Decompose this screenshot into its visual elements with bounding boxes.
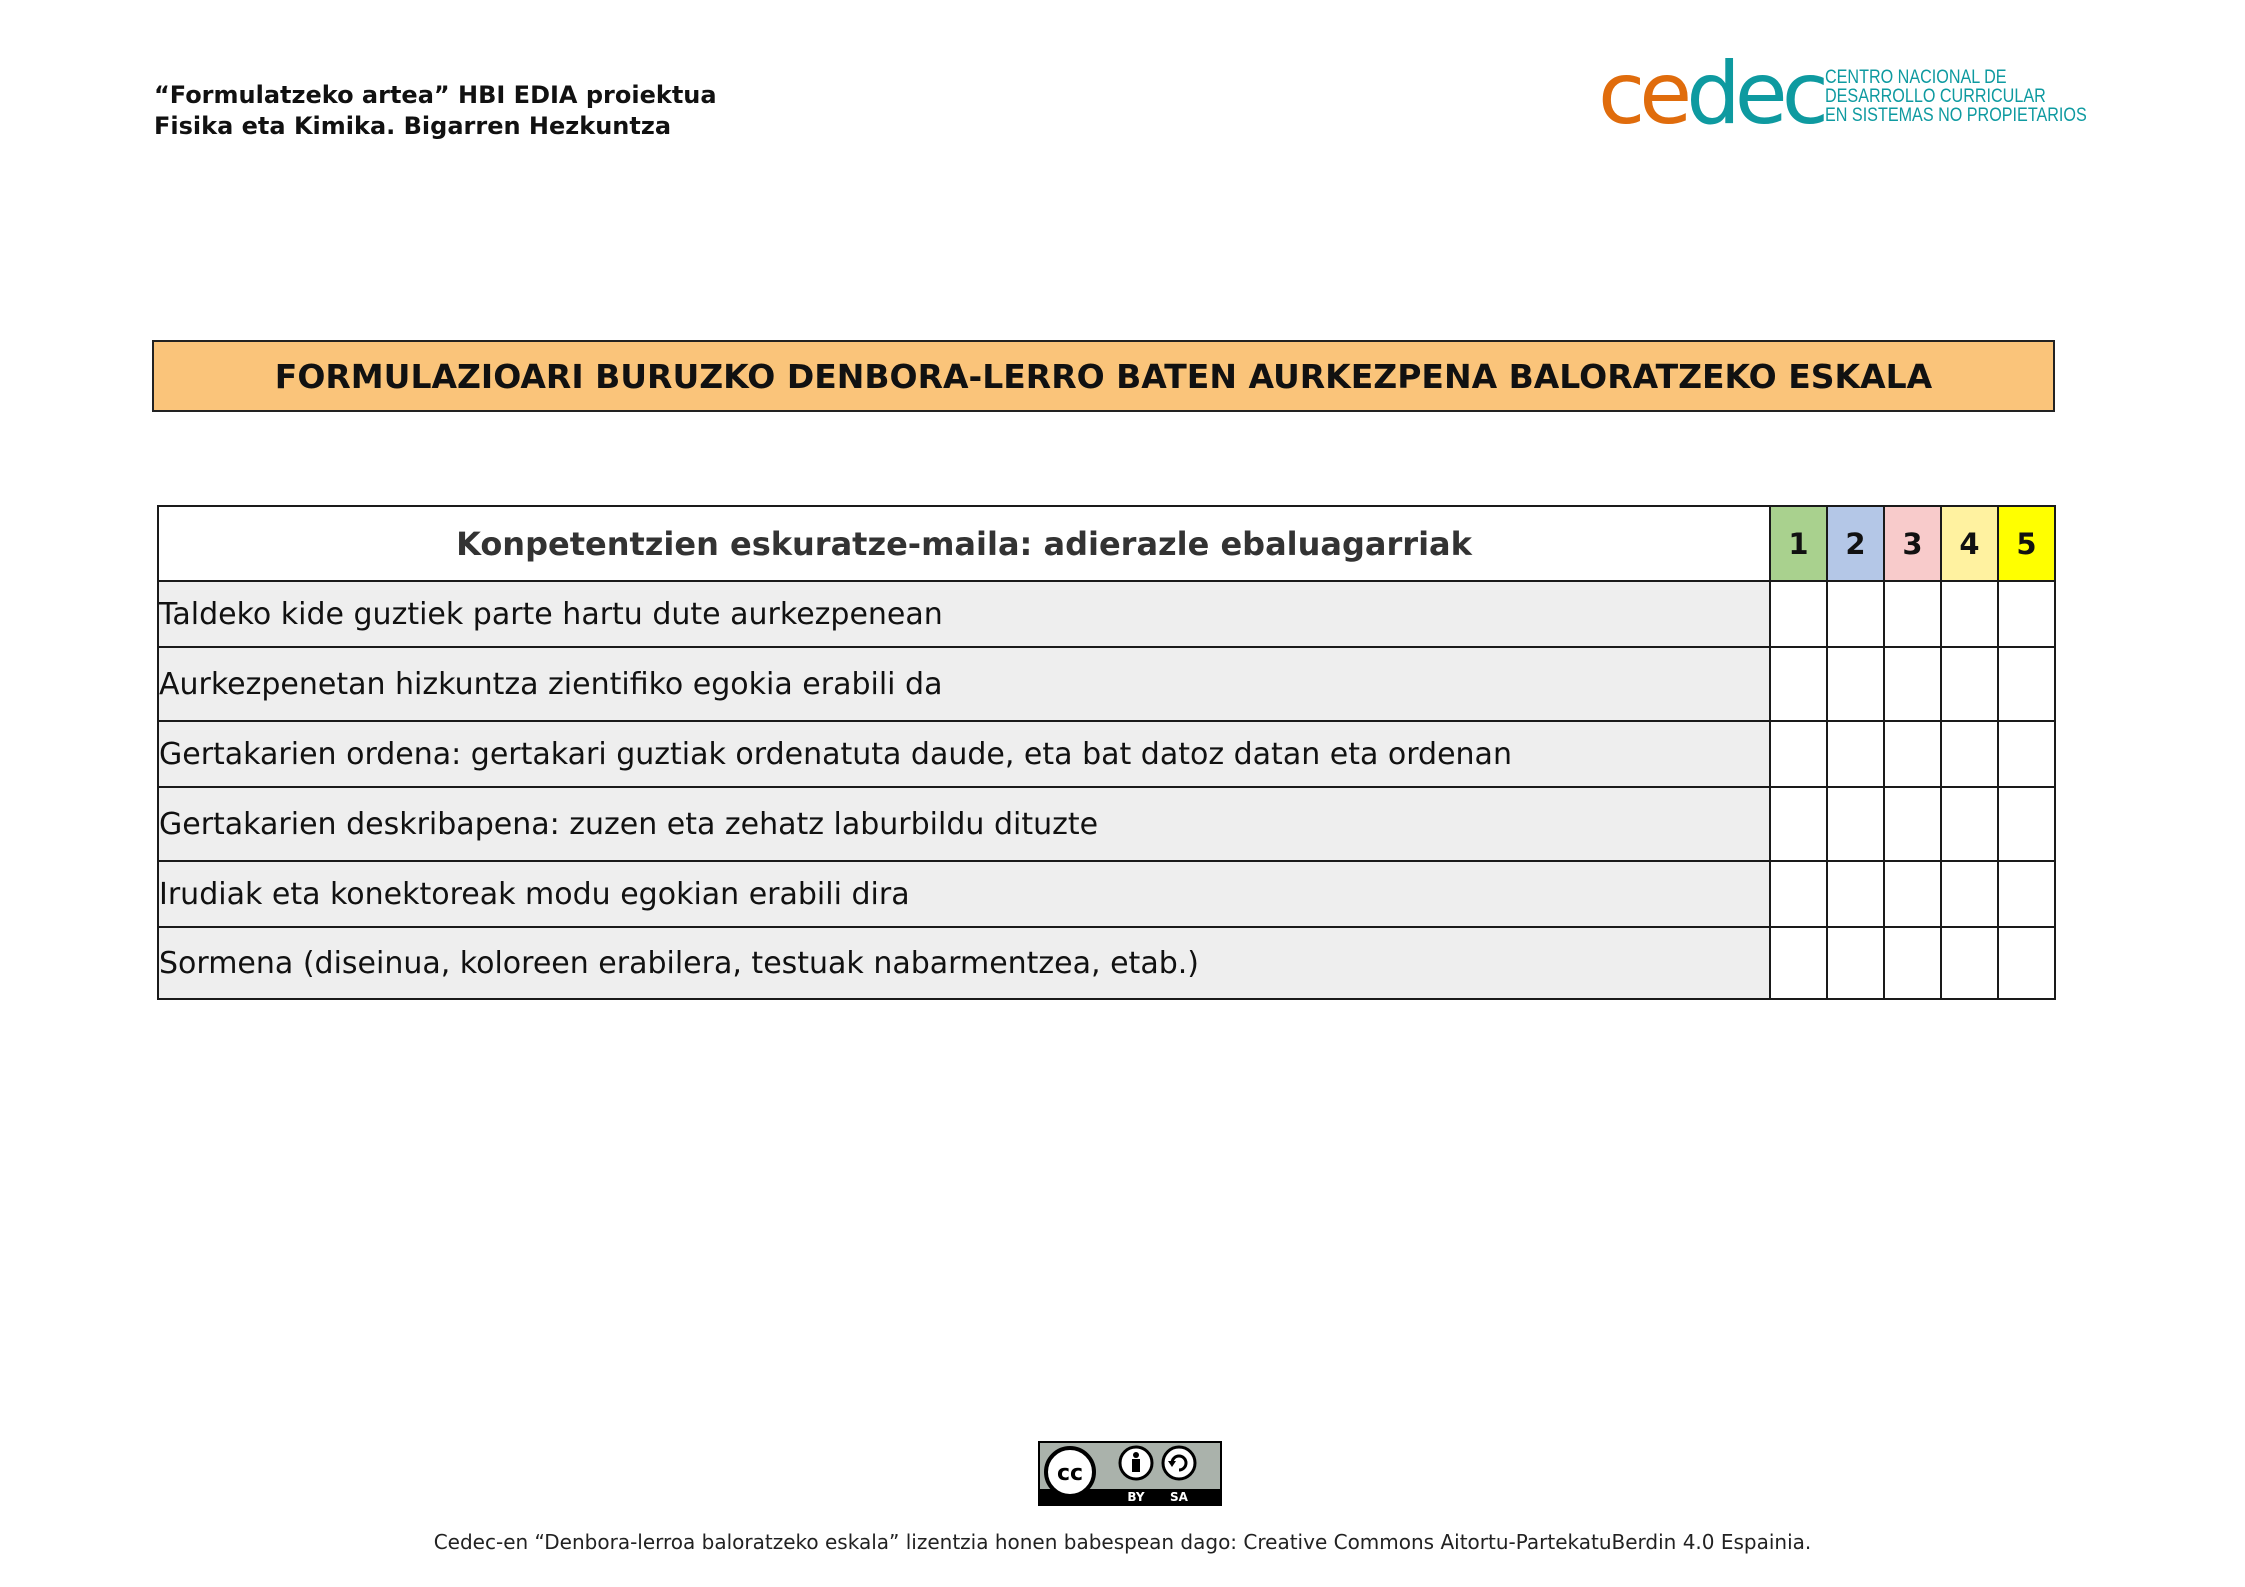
document-header	[154, 80, 717, 142]
score-cell[interactable]	[1941, 787, 1998, 861]
score-cell[interactable]	[1770, 861, 1827, 927]
cedec-logo-word: cedec	[1598, 44, 1823, 144]
score-cell[interactable]	[1827, 647, 1884, 721]
indicators-header: Konpetentzien eskuratze-maila: adierazle ebaluagarriak	[158, 506, 1770, 581]
score-cell[interactable]	[1884, 721, 1941, 787]
score-cell[interactable]	[1941, 861, 1998, 927]
score-cell[interactable]	[1884, 861, 1941, 927]
score-cell[interactable]	[1770, 581, 1827, 647]
table-row	[158, 647, 2055, 721]
score-cell[interactable]	[1998, 647, 2055, 721]
indicator-cell: Irudiak eta konektoreak modu egokian erabili dira	[158, 861, 1770, 927]
indicator-cell: Gertakarien deskribapena: zuzen eta zehatz laburbildu dituzte	[158, 787, 1770, 861]
cedec-logo-tagline: CENTRO NACIONAL DE DESARROLLO CURRICULAR EN SISTEMAS NO PROPIETARIOS	[1825, 67, 2087, 126]
score-cell[interactable]	[1770, 927, 1827, 999]
score-cell[interactable]	[1884, 647, 1941, 721]
table-header-row	[158, 506, 2055, 581]
level-5-header: 5	[1998, 506, 2055, 581]
score-cell[interactable]	[1770, 721, 1827, 787]
sa-label: SA	[1170, 1490, 1188, 1504]
score-cell[interactable]	[1827, 927, 1884, 999]
score-cell[interactable]	[1941, 647, 1998, 721]
cc-label: cc	[1056, 1461, 1084, 1486]
table-row	[158, 581, 2055, 647]
score-cell[interactable]	[1941, 721, 1998, 787]
table-row	[158, 787, 2055, 861]
score-cell[interactable]	[1998, 581, 2055, 647]
indicator-cell: Sormena (diseinua, koloreen erabilera, testuak nabarmentzea, etab.)	[158, 927, 1770, 999]
score-cell[interactable]	[1941, 581, 1998, 647]
by-label: BY	[1127, 1490, 1145, 1504]
subject-title: Fisika eta Kimika. Bigarren Hezkuntza	[154, 112, 672, 140]
project-title: “Formulatzeko artea” HBI EDIA proiektua	[154, 81, 717, 109]
score-cell[interactable]	[1770, 647, 1827, 721]
score-cell[interactable]	[1827, 581, 1884, 647]
score-cell[interactable]	[1884, 787, 1941, 861]
score-cell[interactable]	[1998, 721, 2055, 787]
cedec-logo	[1598, 44, 2098, 144]
score-cell[interactable]	[1827, 787, 1884, 861]
score-cell[interactable]	[1998, 927, 2055, 999]
level-1-header: 1	[1770, 506, 1827, 581]
score-cell[interactable]	[1827, 861, 1884, 927]
indicator-cell: Aurkezpenetan hizkuntza zientifiko egokia erabili da	[158, 647, 1770, 721]
table-row	[158, 721, 2055, 787]
score-cell[interactable]	[1827, 721, 1884, 787]
level-2-header: 2	[1827, 506, 1884, 581]
rating-scale-table	[157, 505, 2056, 1000]
score-cell[interactable]	[1998, 861, 2055, 927]
score-cell[interactable]	[1941, 927, 1998, 999]
score-cell[interactable]	[1998, 787, 2055, 861]
level-3-header: 3	[1884, 506, 1941, 581]
indicator-cell: Taldeko kide guztiek parte hartu dute aurkezpenean	[158, 581, 1770, 647]
table-row	[158, 927, 2055, 999]
indicator-cell: Gertakarien ordena: gertakari guztiak ordenatuta daude, eta bat datoz datan eta ordenan	[158, 721, 1770, 787]
sa-icon	[1163, 1447, 1195, 1479]
license-footer: Cedec-en “Denbora-lerroa baloratzeko eskala” lizentzia honen babespean dago: Creative Commons Aitortu-PartekatuBerdin 4.0 Espainia.	[433, 1530, 1812, 1554]
level-4-header: 4	[1941, 506, 1998, 581]
score-cell[interactable]	[1770, 787, 1827, 861]
page-title: FORMULAZIOARI BURUZKO DENBORA-LERRO BATEN AURKEZPENA BALORATZEKO ESKALA	[152, 340, 2055, 412]
score-cell[interactable]	[1884, 927, 1941, 999]
score-cell[interactable]	[1884, 581, 1941, 647]
table-row	[158, 861, 2055, 927]
cc-by-sa-badge	[1038, 1441, 1222, 1506]
